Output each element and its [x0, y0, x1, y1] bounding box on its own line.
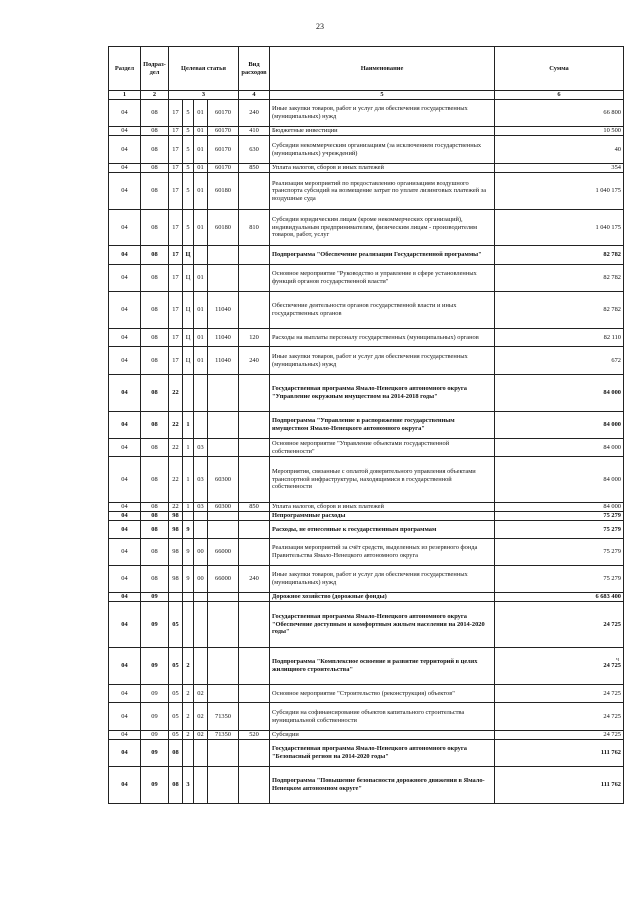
razdel-cell: 04 [109, 292, 141, 329]
razdel-cell: 04 [109, 127, 141, 136]
razdel-cell: 04 [109, 100, 141, 127]
expense-type-cell [239, 173, 270, 210]
name-cell: Подпрограмма "Обеспечение реализации Государственной программы" [270, 246, 495, 265]
sum-cell: 111 762 [495, 740, 624, 767]
podrazdel-cell: 08 [141, 412, 169, 439]
event-code-cell [194, 740, 208, 767]
razdel-cell: 04 [109, 703, 141, 731]
subprogram-code-cell: Ц [183, 246, 194, 265]
event-code-cell [194, 593, 208, 602]
expense-type-cell [239, 265, 270, 292]
razdel-cell: 04 [109, 136, 141, 164]
program-code-cell: 17 [169, 347, 183, 375]
expense-type-cell [239, 457, 270, 503]
direction-code-cell: 66000 [208, 566, 239, 593]
podrazdel-cell: 09 [141, 648, 169, 685]
event-code-cell: 01 [194, 100, 208, 127]
subprogram-code-cell [183, 740, 194, 767]
table-row [109, 136, 624, 164]
razdel-cell: 04 [109, 512, 141, 521]
program-code-cell: 05 [169, 648, 183, 685]
direction-code-cell: 60170 [208, 164, 239, 173]
table-row [109, 740, 624, 767]
razdel-cell: 04 [109, 210, 141, 246]
event-code-cell: 00 [194, 539, 208, 566]
table-row [109, 329, 624, 347]
name-cell: Непрограммные расходы [270, 512, 495, 521]
subprogram-code-cell [183, 593, 194, 602]
podrazdel-cell: 09 [141, 767, 169, 804]
subprogram-code-cell: Ц [183, 292, 194, 329]
sum-cell: 672 [495, 347, 624, 375]
program-code-cell: 98 [169, 521, 183, 539]
event-code-cell: 01 [194, 164, 208, 173]
subprogram-code-cell: 5 [183, 136, 194, 164]
table-row [109, 512, 624, 521]
subprogram-code-cell: 5 [183, 173, 194, 210]
event-code-cell: 03 [194, 503, 208, 512]
header-naimenovanie: Наименование [270, 47, 495, 91]
sum-cell: 82 782 [495, 246, 624, 265]
event-code-cell [194, 521, 208, 539]
event-code-cell [194, 648, 208, 685]
name-cell: Подпрограмма "Управление в распоряжение государственным имуществом Ямало-Ненецкого автономного округа" [270, 412, 495, 439]
expense-type-cell: 850 [239, 164, 270, 173]
expense-type-cell [239, 648, 270, 685]
podrazdel-cell: 08 [141, 329, 169, 347]
direction-code-cell [208, 439, 239, 457]
podrazdel-cell: 08 [141, 457, 169, 503]
podrazdel-cell: 08 [141, 136, 169, 164]
event-code-cell: 01 [194, 265, 208, 292]
sum-cell: 6 683 400 [495, 593, 624, 602]
expense-type-cell [239, 246, 270, 265]
name-cell: Субсидии юридическим лицам (кроме некоммерческих организаций), индивидуальным предпринимателям, физическим лицам - производителям товаров, работ, услуг [270, 210, 495, 246]
podrazdel-cell: 08 [141, 539, 169, 566]
table-row [109, 593, 624, 602]
expense-type-cell: 240 [239, 347, 270, 375]
sum-cell: 24 725 [495, 731, 624, 740]
razdel-cell: 04 [109, 173, 141, 210]
table-row [109, 602, 624, 648]
program-code-cell: 05 [169, 703, 183, 731]
sum-cell: 75 279 [495, 566, 624, 593]
sum-cell: 82 782 [495, 265, 624, 292]
header-number-row [109, 91, 624, 100]
subprogram-code-cell: 5 [183, 164, 194, 173]
program-code-cell: 22 [169, 412, 183, 439]
podrazdel-cell: 08 [141, 375, 169, 412]
name-cell: Иные закупки товаров, работ и услуг для обеспечения государственных (муниципальных) нужд [270, 566, 495, 593]
subprogram-code-cell: 1 [183, 457, 194, 503]
direction-code-cell [208, 412, 239, 439]
event-code-cell: 01 [194, 136, 208, 164]
event-code-cell: 00 [194, 566, 208, 593]
program-code-cell: 05 [169, 602, 183, 648]
razdel-cell: 04 [109, 521, 141, 539]
event-code-cell: 03 [194, 457, 208, 503]
razdel-cell: 04 [109, 246, 141, 265]
podrazdel-cell: 09 [141, 602, 169, 648]
program-code-cell [169, 593, 183, 602]
program-code-cell: 08 [169, 740, 183, 767]
program-code-cell: 17 [169, 136, 183, 164]
table-row [109, 100, 624, 127]
sum-cell: 82 782 [495, 292, 624, 329]
direction-code-cell [208, 648, 239, 685]
expense-type-cell [239, 375, 270, 412]
direction-code-cell: 11040 [208, 347, 239, 375]
event-code-cell: 01 [194, 292, 208, 329]
header-num-1: 1 [109, 91, 141, 100]
sum-cell: 1 040 175 [495, 210, 624, 246]
name-cell: Государственная программа Ямало-Ненецкого автономного округа "Управление окружным имуществом на 2014-2018 годы" [270, 375, 495, 412]
event-code-cell [194, 602, 208, 648]
name-cell: Уплата налогов, сборов и иных платежей [270, 503, 495, 512]
expense-type-cell [239, 767, 270, 804]
expense-type-cell: 630 [239, 136, 270, 164]
table-row [109, 703, 624, 731]
program-code-cell: 98 [169, 512, 183, 521]
direction-code-cell: 71350 [208, 703, 239, 731]
program-code-cell: 17 [169, 100, 183, 127]
subprogram-code-cell [183, 375, 194, 412]
expense-type-cell: 120 [239, 329, 270, 347]
razdel-cell: 04 [109, 685, 141, 703]
name-cell: Расходы, не отнесенные к государственным программам [270, 521, 495, 539]
table-row [109, 539, 624, 566]
direction-code-cell [208, 512, 239, 521]
subprogram-code-cell: 2 [183, 703, 194, 731]
direction-code-cell: 66000 [208, 539, 239, 566]
header-vid-rashodov: Вид расходов [239, 47, 270, 91]
program-code-cell: 17 [169, 127, 183, 136]
subprogram-code-cell: Ц [183, 329, 194, 347]
podrazdel-cell: 09 [141, 703, 169, 731]
subprogram-code-cell: 2 [183, 685, 194, 703]
header-num-4: 4 [239, 91, 270, 100]
podrazdel-cell: 09 [141, 593, 169, 602]
podrazdel-cell: 08 [141, 265, 169, 292]
table-row [109, 210, 624, 246]
event-code-cell: 02 [194, 731, 208, 740]
subprogram-code-cell: 1 [183, 439, 194, 457]
table-row [109, 292, 624, 329]
expense-type-cell: 240 [239, 566, 270, 593]
event-code-cell [194, 375, 208, 412]
razdel-cell: 04 [109, 164, 141, 173]
sum-cell: 10 500 [495, 127, 624, 136]
table-row [109, 265, 624, 292]
program-code-cell: 98 [169, 566, 183, 593]
name-cell: Расходы на выплаты персоналу государственных (муниципальных) органов [270, 329, 495, 347]
program-code-cell: 17 [169, 246, 183, 265]
table-row [109, 412, 624, 439]
expense-type-cell [239, 602, 270, 648]
razdel-cell: 04 [109, 503, 141, 512]
table-row [109, 347, 624, 375]
razdel-cell: 04 [109, 375, 141, 412]
table-row [109, 375, 624, 412]
event-code-cell: 01 [194, 210, 208, 246]
subprogram-code-cell [183, 602, 194, 648]
razdel-cell: 04 [109, 457, 141, 503]
subprogram-code-cell: 2 [183, 648, 194, 685]
name-cell: Уплата налогов, сборов и иных платежей [270, 164, 495, 173]
expense-type-cell: 240 [239, 100, 270, 127]
program-code-cell: 98 [169, 539, 183, 566]
podrazdel-cell: 08 [141, 173, 169, 210]
table-row [109, 521, 624, 539]
subprogram-code-cell: 1 [183, 412, 194, 439]
expense-type-cell [239, 593, 270, 602]
sum-cell: 24 725 [495, 648, 624, 685]
subprogram-code-cell: 5 [183, 210, 194, 246]
program-code-cell: 17 [169, 265, 183, 292]
expense-type-cell [239, 292, 270, 329]
podrazdel-cell: 08 [141, 164, 169, 173]
direction-code-cell [208, 521, 239, 539]
razdel-cell: 04 [109, 648, 141, 685]
direction-code-cell: 60180 [208, 210, 239, 246]
sum-cell: 40 [495, 136, 624, 164]
sum-cell: 75 279 [495, 521, 624, 539]
podrazdel-cell: 08 [141, 292, 169, 329]
event-code-cell: 01 [194, 347, 208, 375]
header-num-6: 6 [495, 91, 624, 100]
program-code-cell: 17 [169, 292, 183, 329]
direction-code-cell: 11040 [208, 292, 239, 329]
razdel-cell: 04 [109, 602, 141, 648]
sum-cell: 354 [495, 164, 624, 173]
table-row [109, 164, 624, 173]
header-num-5: 5 [270, 91, 495, 100]
sum-cell: 75 279 [495, 512, 624, 521]
expense-type-cell [239, 439, 270, 457]
subprogram-code-cell: 3 [183, 767, 194, 804]
direction-code-cell: 71350 [208, 731, 239, 740]
subprogram-code-cell: 1 [183, 503, 194, 512]
table-row [109, 127, 624, 136]
table-row [109, 439, 624, 457]
name-cell: Государственная программа Ямало-Ненецкого автономного округа "Безопасный регион на 2014-2020 годы" [270, 740, 495, 767]
name-cell: Субсидии некоммерческим организациям (за исключением государственных (муниципальных) учреждений) [270, 136, 495, 164]
sum-cell: 111 762 [495, 767, 624, 804]
name-cell: Иные закупки товаров, работ и услуг для обеспечения государственных (муниципальных) нужд [270, 100, 495, 127]
program-code-cell: 08 [169, 767, 183, 804]
direction-code-cell: 60300 [208, 457, 239, 503]
program-code-cell: 22 [169, 503, 183, 512]
expense-type-cell [239, 512, 270, 521]
subprogram-code-cell: 5 [183, 127, 194, 136]
expense-type-cell: 520 [239, 731, 270, 740]
subprogram-code-cell: Ц [183, 347, 194, 375]
sum-cell: 24 725 [495, 685, 624, 703]
header-razdel: Раздел [109, 47, 141, 91]
podrazdel-cell: 08 [141, 100, 169, 127]
sum-cell: 24 725 [495, 602, 624, 648]
direction-code-cell [208, 593, 239, 602]
expense-type-cell: 810 [239, 210, 270, 246]
razdel-cell: 04 [109, 731, 141, 740]
event-code-cell: 02 [194, 703, 208, 731]
expense-type-cell: 850 [239, 503, 270, 512]
sum-cell: 84 000 [495, 439, 624, 457]
direction-code-cell [208, 685, 239, 703]
event-code-cell [194, 246, 208, 265]
podrazdel-cell: 08 [141, 210, 169, 246]
table-row [109, 566, 624, 593]
sum-cell: 75 279 [495, 539, 624, 566]
name-cell: Обеспечение деятельности органов государственной власти и иных государственных органов [270, 292, 495, 329]
direction-code-cell: 60170 [208, 136, 239, 164]
margin-mark: ч [616, 657, 620, 663]
table-row [109, 731, 624, 740]
event-code-cell [194, 412, 208, 439]
subprogram-code-cell: 2 [183, 731, 194, 740]
subprogram-code-cell: 9 [183, 539, 194, 566]
razdel-cell: 04 [109, 566, 141, 593]
sum-cell: 1 040 175 [495, 173, 624, 210]
event-code-cell: 01 [194, 127, 208, 136]
header-num-3: 3 [169, 91, 239, 100]
razdel-cell: 04 [109, 767, 141, 804]
header-summa: Сумма [495, 47, 624, 91]
sum-cell: 84 000 [495, 503, 624, 512]
table-row [109, 648, 624, 685]
page-number: 23 [316, 22, 324, 31]
name-cell: Иные закупки товаров, работ и услуг для обеспечения государственных (муниципальных) нужд [270, 347, 495, 375]
sum-cell: 24 725 [495, 703, 624, 731]
razdel-cell: 04 [109, 740, 141, 767]
table-row [109, 457, 624, 503]
program-code-cell: 05 [169, 685, 183, 703]
program-code-cell: 17 [169, 329, 183, 347]
direction-code-cell [208, 740, 239, 767]
direction-code-cell: 60180 [208, 173, 239, 210]
table-row [109, 503, 624, 512]
program-code-cell: 17 [169, 173, 183, 210]
razdel-cell: 04 [109, 329, 141, 347]
expense-type-cell [239, 521, 270, 539]
program-code-cell: 17 [169, 164, 183, 173]
direction-code-cell [208, 246, 239, 265]
event-code-cell: 01 [194, 173, 208, 210]
program-code-cell: 17 [169, 210, 183, 246]
podrazdel-cell: 08 [141, 347, 169, 375]
sum-cell: 84 000 [495, 412, 624, 439]
razdel-cell: 04 [109, 347, 141, 375]
podrazdel-cell: 08 [141, 246, 169, 265]
expense-type-cell [239, 539, 270, 566]
sum-cell: 82 110 [495, 329, 624, 347]
expense-type-cell [239, 412, 270, 439]
subprogram-code-cell: 9 [183, 521, 194, 539]
table-header-row [109, 47, 624, 91]
name-cell: Субсидии [270, 731, 495, 740]
name-cell: Мероприятия, связанные с оплатой доверительного управления объектами транспортной инфраструктуры, находящимися в государственной собственности [270, 457, 495, 503]
direction-code-cell [208, 375, 239, 412]
direction-code-cell: 60170 [208, 100, 239, 127]
name-cell: Подпрограмма "Комплексное освоение и развитие территорий в целях жилищного строительства" [270, 648, 495, 685]
podrazdel-cell: 08 [141, 566, 169, 593]
header-celevaya-statya: Целевая статья [169, 47, 239, 91]
subprogram-code-cell [183, 512, 194, 521]
subprogram-code-cell: 9 [183, 566, 194, 593]
table-row [109, 246, 624, 265]
table-row [109, 685, 624, 703]
podrazdel-cell: 08 [141, 503, 169, 512]
event-code-cell [194, 512, 208, 521]
razdel-cell: 04 [109, 593, 141, 602]
podrazdel-cell: 09 [141, 731, 169, 740]
name-cell: Дорожное хозяйство (дорожные фонды) [270, 593, 495, 602]
direction-code-cell: 60300 [208, 503, 239, 512]
subprogram-code-cell: Ц [183, 265, 194, 292]
razdel-cell: 04 [109, 412, 141, 439]
expense-type-cell [239, 685, 270, 703]
podrazdel-cell: 08 [141, 127, 169, 136]
event-code-cell: 01 [194, 329, 208, 347]
program-code-cell: 22 [169, 375, 183, 412]
header-num-2: 2 [141, 91, 169, 100]
razdel-cell: 04 [109, 439, 141, 457]
podrazdel-cell: 08 [141, 512, 169, 521]
razdel-cell: 04 [109, 539, 141, 566]
header-podrazdel: Подраз- дел [141, 47, 169, 91]
expense-type-cell [239, 703, 270, 731]
direction-code-cell [208, 602, 239, 648]
podrazdel-cell: 09 [141, 740, 169, 767]
sum-cell: 84 000 [495, 457, 624, 503]
name-cell: Бюджетные инвестиции [270, 127, 495, 136]
sum-cell: 66 800 [495, 100, 624, 127]
name-cell: Основное мероприятие "Строительство (реконструкция) объектов" [270, 685, 495, 703]
program-code-cell: 22 [169, 439, 183, 457]
table-row [109, 767, 624, 804]
direction-code-cell: 60170 [208, 127, 239, 136]
name-cell: Государственная программа Ямало-Ненецкого автономного округа "Обеспечение доступным и комфортным жильем населения на 2014-2020 годы" [270, 602, 495, 648]
name-cell: Основное мероприятие "Управление объектами государственной собственности" [270, 439, 495, 457]
event-code-cell: 02 [194, 685, 208, 703]
name-cell: Подпрограмма "Повышение безопасности дорожного движения в Ямало-Ненецком автономном округе" [270, 767, 495, 804]
expense-type-cell [239, 740, 270, 767]
direction-code-cell: 11040 [208, 329, 239, 347]
name-cell: Основное мероприятие "Руководство и управление в сфере установленных функций органов государственной власти" [270, 265, 495, 292]
razdel-cell: 04 [109, 265, 141, 292]
podrazdel-cell: 09 [141, 685, 169, 703]
podrazdel-cell: 08 [141, 439, 169, 457]
budget-table [108, 46, 624, 804]
table-row [109, 173, 624, 210]
subprogram-code-cell: 5 [183, 100, 194, 127]
podrazdel-cell: 08 [141, 521, 169, 539]
program-code-cell: 22 [169, 457, 183, 503]
event-code-cell [194, 767, 208, 804]
direction-code-cell [208, 265, 239, 292]
sum-cell: 84 000 [495, 375, 624, 412]
expense-type-cell: 410 [239, 127, 270, 136]
event-code-cell: 03 [194, 439, 208, 457]
name-cell: Субсидии на софинансирование объектов капитального строительства муниципальной собственности [270, 703, 495, 731]
program-code-cell: 05 [169, 731, 183, 740]
direction-code-cell [208, 767, 239, 804]
name-cell: Реализация мероприятий за счёт средств, выделенных из резервного фонда Правительства Ямало-Ненецкого автономного округа [270, 539, 495, 566]
name-cell: Реализация мероприятий по предоставлению организациям воздушного транспорта субсидий на возмещение затрат по уплате лизинговых платежей за воздушные суда [270, 173, 495, 210]
